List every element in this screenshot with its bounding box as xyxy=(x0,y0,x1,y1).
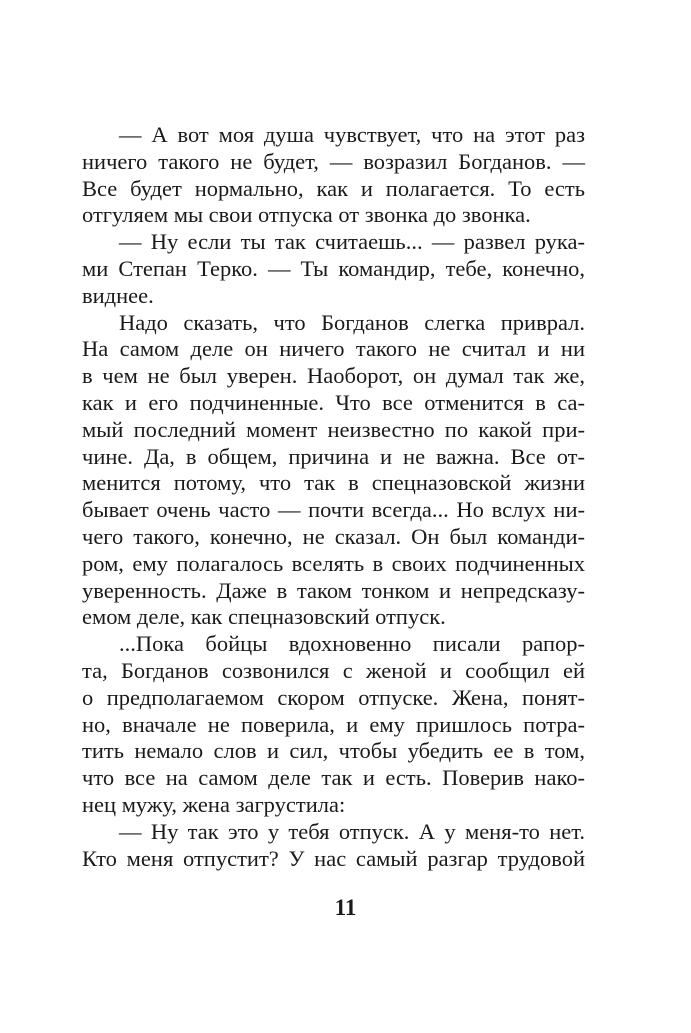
text-line: чего такого, конечно, не сказал. Он был команди- xyxy=(82,523,585,549)
text-line: ничего такого не будет, — возразил Богданов. — xyxy=(82,148,585,174)
text-line: чине. Да, в общем, причина и не важна. Все от- xyxy=(82,443,585,469)
text-line: емом деле, как спецназовский отпуск. xyxy=(82,604,446,630)
text-line: ром, ему полагалось вселять в своих подчиненных xyxy=(82,550,585,576)
text-line: уверенность. Даже в таком тонком и непредсказу- xyxy=(82,577,585,603)
text-line: — Ну если ты так считаешь... — развел рука- xyxy=(119,229,585,255)
text-line: бывает очень часто — почти всегда... Но вслух ни- xyxy=(82,497,585,523)
text-line: менится потому, что так в спецназовской жизни xyxy=(82,470,585,496)
page-body-text xyxy=(82,122,585,872)
text-line: отгуляем мы свои отпуска от звонка до звонка. xyxy=(82,202,531,228)
page-number: 11 xyxy=(334,895,357,920)
text-line: На самом деле он ничего такого не считал и ни xyxy=(82,336,585,362)
text-line: о предполагаемом скором отпуске. Жена, понят- xyxy=(82,684,585,710)
text-line: ...Пока бойцы вдохновенно писали рапор- xyxy=(119,631,585,657)
text-line: мый последний момент неизвестно по какой при- xyxy=(82,416,585,442)
text-line: Все будет нормально, как и полагается. То есть xyxy=(82,175,585,201)
text-line: — А вот моя душа чувствует, что на этот раз xyxy=(119,122,585,147)
text-line: нец мужу, жена загрустила: xyxy=(82,791,346,817)
text-line: виднее. xyxy=(82,282,154,308)
text-line: но, вначале не поверила, и ему пришлось потра- xyxy=(82,711,585,737)
text-line: та, Богданов созвонился с женой и сообщил ей xyxy=(82,657,585,683)
text-line: что все на самом деле так и есть. Поверив нако- xyxy=(82,765,585,791)
text-line: — Ну так это у тебя отпуск. А у меня-то нет. xyxy=(119,818,585,844)
text-line: Надо сказать, что Богданов слегка приврал. xyxy=(119,309,585,335)
text-line: как и его подчиненные. Что все отменится в са- xyxy=(82,389,585,415)
text-line: в чем не был уверен. Наоборот, он думал так же, xyxy=(82,363,585,389)
text-line: тить немало слов и сил, чтобы убедить ее в том, xyxy=(82,738,585,764)
text-line: ми Степан Терко. — Ты командир, тебе, конечно, xyxy=(82,255,585,281)
text-line: Кто меня отпустит? У нас самый разгар трудовой xyxy=(82,845,585,871)
